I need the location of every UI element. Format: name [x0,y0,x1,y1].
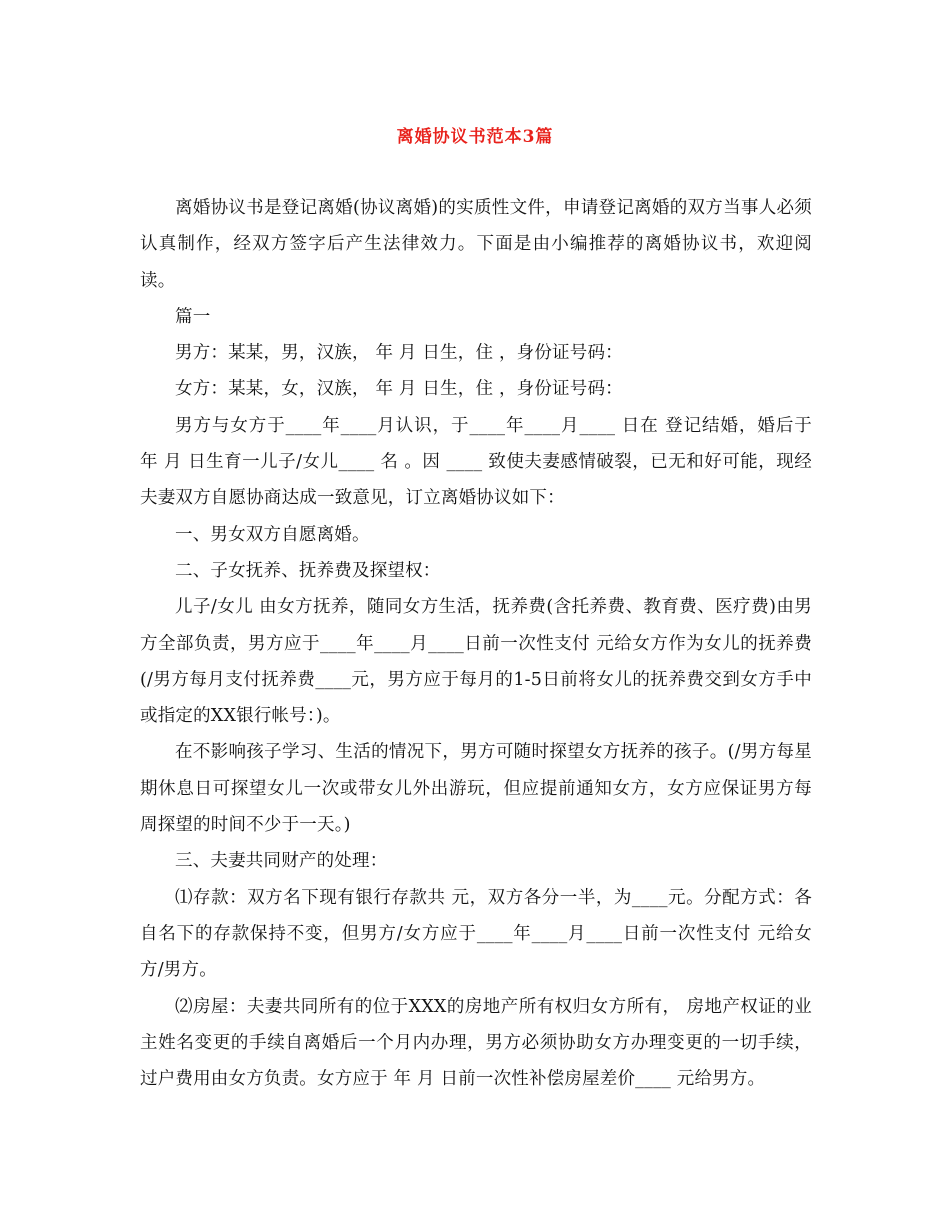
clause-two-heading: 二、子女抚养、抚养费及探望权： [175,560,441,581]
savings-paragraph: ⑴存款：双方名下现有银行存款共 元，双方各分一半，为____元。分配方式：各自名下的存款保持不变，但男方/女方应于____年____月____日前一次性支付 元给女方/男方。 [140,887,812,981]
intro-paragraph: 离婚协议书是登记离婚(协议离婚)的实质性文件，申请登记离婚的双方当事人必须认真制作，经双方签字后产生法律效力。下面是由小编推荐的离婚协议书，欢迎阅读。 [140,198,812,291]
female-party-info: 女方：某某，女，汉族， 年 月 日生，住 ，身份证号码： [175,379,623,400]
clause-one-heading: 一、男女双方自愿离婚。 [175,524,370,545]
male-party-info: 男方：某某，男，汉族， 年 月 日生，住 ，身份证号码： [175,343,623,364]
house-paragraph: ⑵房屋：夫妻共同所有的位于XXX的房地产所有权归女方所有， 房地产权证的业主姓名变更的手续自离婚后一个月内办理，男方必须协助女方办理变更的一切手续，过户费用由女方负责。女方应于 年 月 日前一次性补偿房屋差价____ 元给男方。 [140,996,812,1090]
marriage-background-paragraph: 男方与女方于____年____月认识，于____年____月____ 日在 登记结婚，婚后于 年 月 日生育一儿子/女儿____ 名 。因 ____ 致使夫妻感情破裂，已无和好可能，现经夫妻双方自愿协商达成一致意见，订立离婚协议如下： [140,415,812,509]
child-custody-paragraph: 儿子/女儿 由女方抚养，随同女方生活，抚养费(含托养费、教育费、医疗费)由男方全部负责，男方应于____年____月____日前一次性支付 元给女方作为女儿的抚养费(/男方每月支付抚养费____元，男方应于每月的1-5日前将女儿的抚养费交到女方手中或指定的XX银行帐号：)。 [140,597,812,727]
visitation-paragraph: 在不影响孩子学习、生活的情况下，男方可随时探望女方抚养的孩子。(/男方每星期休息日可探望女儿一次或带女儿外出游玩，但应提前通知女方，女方应保证男方每周探望的时间不少于一天。) [140,742,812,836]
clause-three-heading: 三、夫妻共同财产的处理： [175,851,388,872]
section-heading-part-one: 篇一 [175,306,211,327]
document-title: 离婚协议书范本3篇 [396,127,554,147]
document-body [140,190,812,1097]
